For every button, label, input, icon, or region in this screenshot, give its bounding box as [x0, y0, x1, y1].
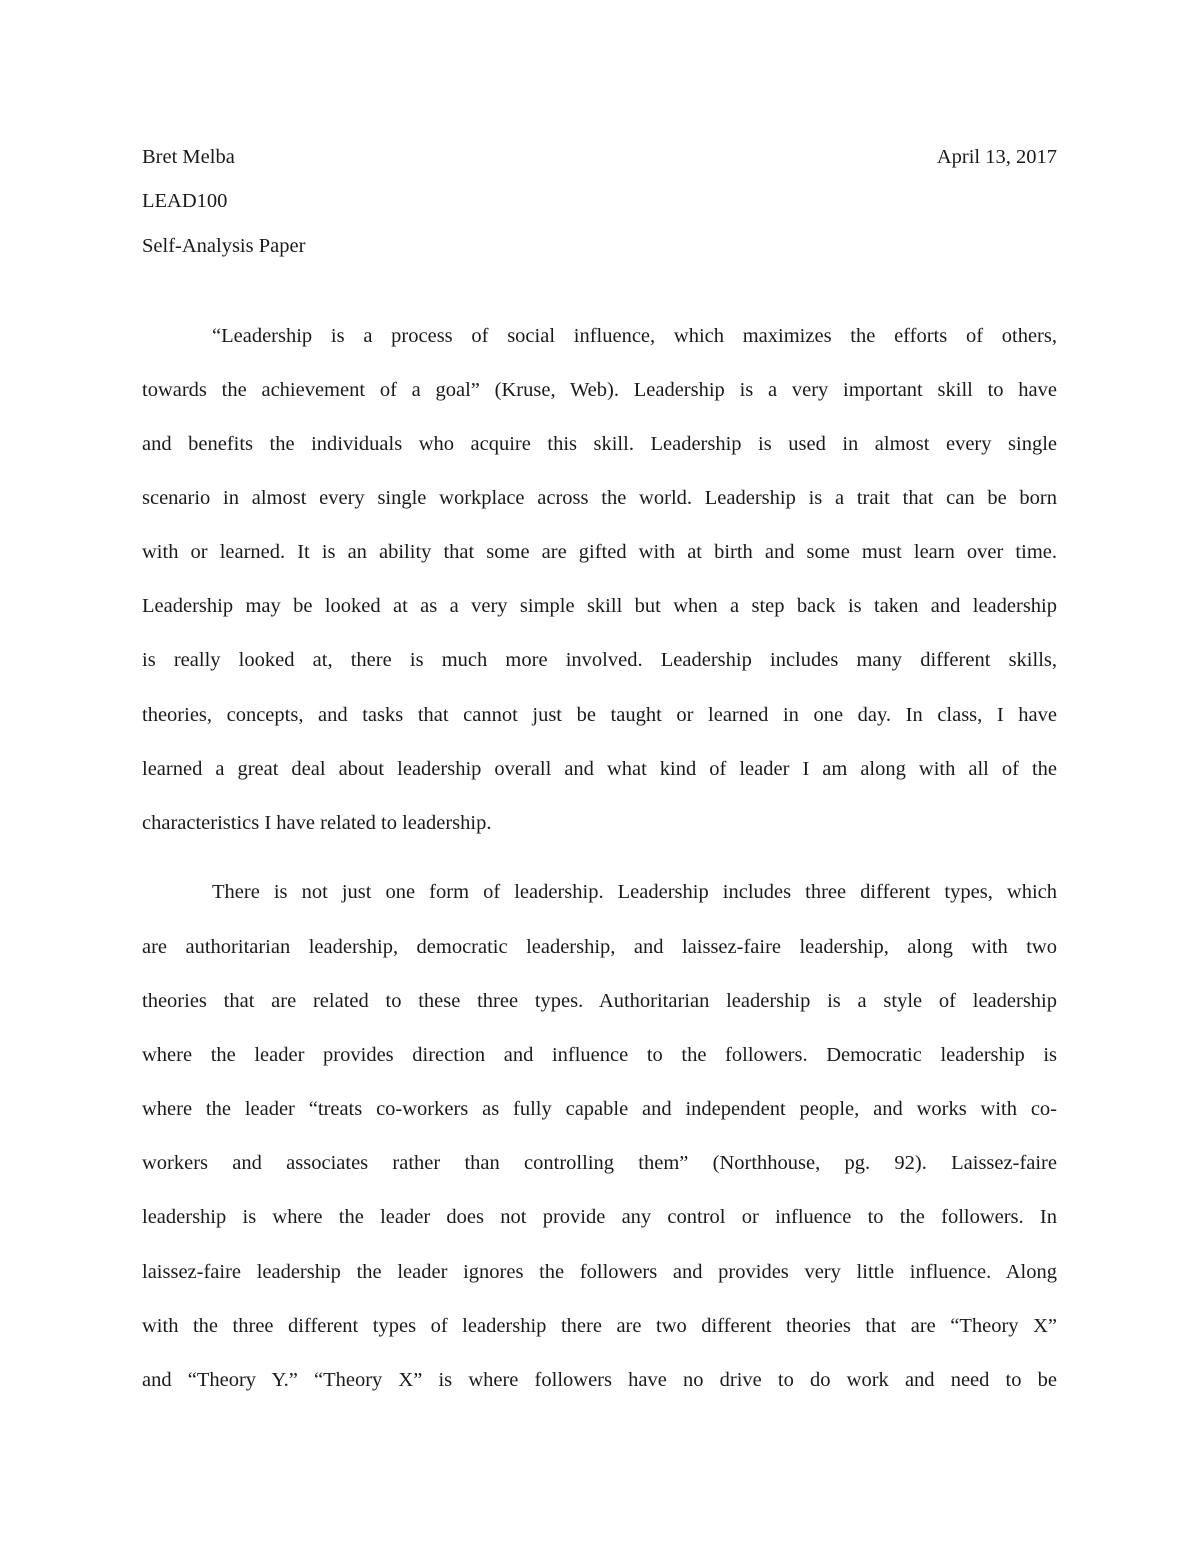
paragraph-1-line: learned a great deal about leadership overall and what kind of leader I am along with all of the [142, 758, 1057, 780]
paragraph-2-line: where the leader “treats co-workers as fully capable and independent people, and works with co- [142, 1098, 1057, 1120]
paragraph-2-line: leadership is where the leader does not provide any control or influence to the followers. In [142, 1206, 1057, 1228]
paragraph-2-line: laissez-faire leadership the leader ignores the followers and provides very little influence. Along [142, 1261, 1057, 1283]
paragraph-1-line: and benefits the individuals who acquire this skill. Leadership is used in almost every single [142, 433, 1057, 455]
paragraph-1-line: is really looked at, there is much more involved. Leadership includes many different skills, [142, 649, 1057, 671]
paragraph-2-line: workers and associates rather than controlling them” (Northhouse, pg. 92). Laissez-faire [142, 1152, 1057, 1174]
course-code: LEAD100 [142, 190, 228, 212]
header-author-date-row [142, 145, 1057, 169]
paragraph-2-line: There is not just one form of leadership. Leadership includes three different types, which [212, 881, 1057, 903]
paragraph-1-line: characteristics I have related to leadership. [142, 812, 492, 834]
paragraph-2-line: with the three different types of leadership there are two different theories that are “Theory X” [142, 1315, 1057, 1337]
paragraph-1-line: towards the achievement of a goal” (Kruse, Web). Leadership is a very important skill to have [142, 379, 1057, 401]
paper-date: April 13, 2017 [936, 146, 1057, 168]
paragraph-2-line: where the leader provides direction and influence to the followers. Democratic leadership is [142, 1044, 1057, 1066]
paragraph-2-line: and “Theory Y.” “Theory X” is where followers have no drive to do work and need to be [142, 1369, 1057, 1391]
author-name: Bret Melba [142, 146, 235, 168]
paragraph-1-line: theories, concepts, and tasks that cannot just be taught or learned in one day. In class, I have [142, 704, 1057, 726]
paragraph-1-line: “Leadership is a process of social influence, which maximizes the efforts of others, [212, 325, 1057, 347]
paragraph-1-line: scenario in almost every single workplace across the world. Leadership is a trait that can be born [142, 487, 1057, 509]
paper-title: Self-Analysis Paper [142, 235, 306, 257]
paragraph-1-line: with or learned. It is an ability that some are gifted with at birth and some must learn over time. [142, 541, 1057, 563]
paragraph-1-line: Leadership may be looked at as a very simple skill but when a step back is taken and leadership [142, 595, 1057, 617]
paragraph-2-line: theories that are related to these three types. Authoritarian leadership is a style of leadership [142, 990, 1057, 1012]
paragraph-2-line: are authoritarian leadership, democratic leadership, and laissez-faire leadership, along with two [142, 936, 1057, 958]
